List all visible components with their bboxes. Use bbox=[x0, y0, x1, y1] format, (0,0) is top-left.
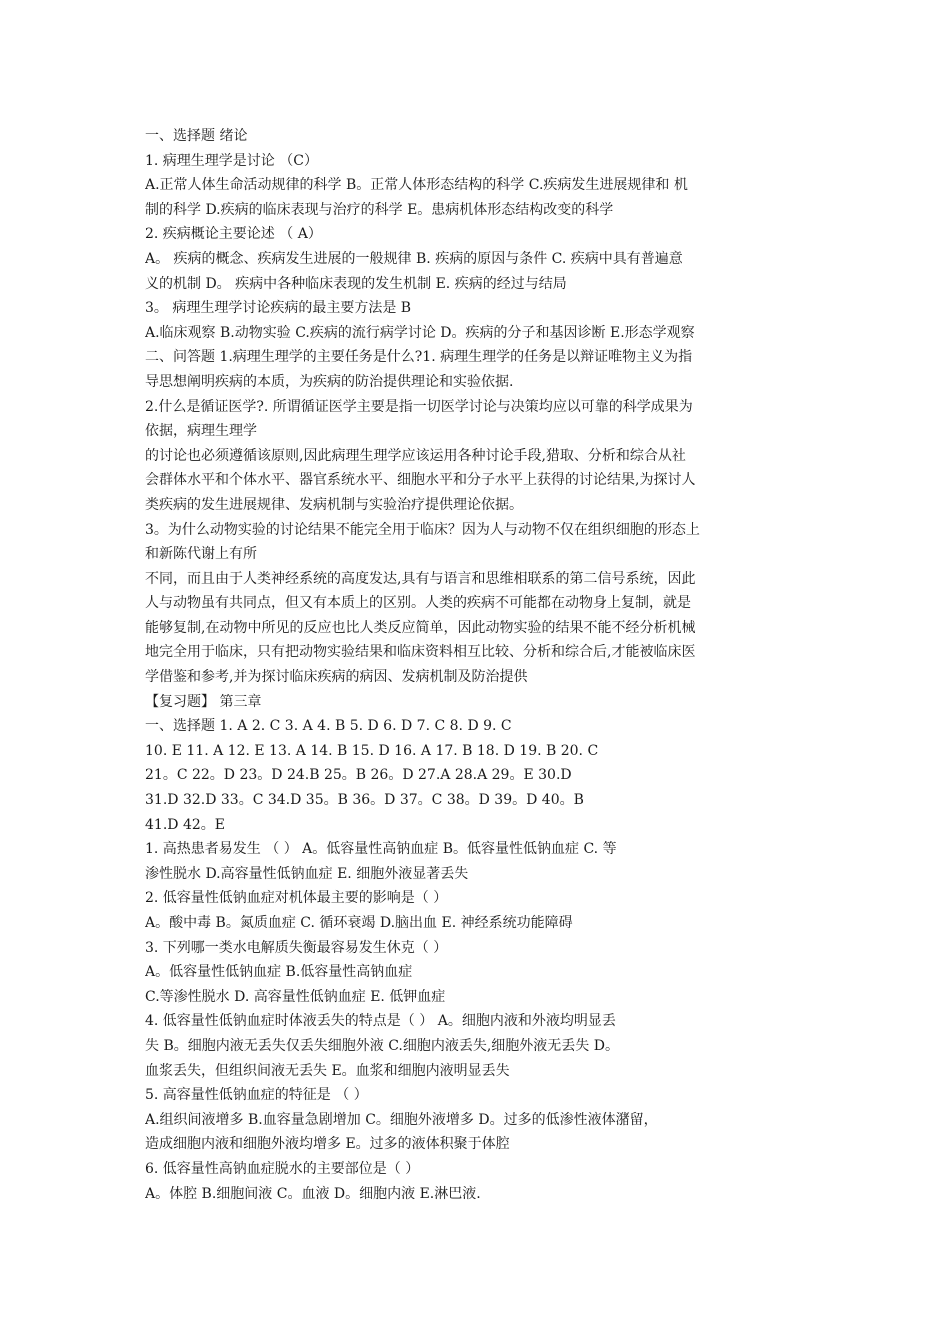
text-line: A.正常人体生命活动规律的科学 B。正常人体形态结构的科学 C.疾病发生进展规律和 机 bbox=[145, 177, 688, 194]
text-line: 不同，而且由于人类神经系统的高度发达,具有与语言和思维相联系的第二信号系统，因此 bbox=[145, 570, 696, 587]
text-line: 【复习题】 第三章 bbox=[145, 693, 262, 710]
text-line: 血浆丢失，但组织间液无丢失 E。血浆和细胞内液明显丢失 bbox=[145, 1062, 510, 1079]
text-line: 会群体水平和个体水平、器官系统水平、细胞水平和分子水平上获得的讨论结果,为探讨人 bbox=[145, 472, 696, 489]
text-line: 5. 高容量性低钠血症的特征是 （ ） bbox=[145, 1087, 368, 1104]
text-line: A。酸中毒 B。氮质血症 C. 循环衰竭 D.脑出血 E. 神经系统功能障碍 bbox=[145, 915, 573, 931]
text-line: A。低容量性低钠血症 B.低容量性高钠血症 bbox=[145, 964, 413, 981]
text-line: A.临床观察 B.动物实验 C.疾病的流行病学讨论 D。疾病的分子和基因诊断 E.形态学观察 bbox=[145, 324, 695, 341]
text-line: 3。 病理生理学讨论疾病的最主要方法是 B bbox=[145, 300, 412, 317]
text-line: 一、选择题 绪论 bbox=[145, 128, 248, 144]
text-line: 类疾病的发生进展规律、发病机制与实验治疗提供理论依据。 bbox=[145, 496, 523, 513]
text-line: 义的机制 D。 疾病中各种临床表现的发生机制 E. 疾病的经过与结局 bbox=[145, 275, 567, 292]
text-line: 4. 低容量性低钠血症时体液丢失的特点是（ ） A。细胞内液和外液均明显丢 bbox=[145, 1013, 616, 1030]
text-line: 造成细胞内液和细胞外液均增多 E。过多的液体积聚于体腔 bbox=[145, 1136, 510, 1153]
text-line: 1. 病理生理学是讨论 （C） bbox=[145, 152, 318, 169]
text-line: 3. 下列哪一类水电解质失衡最容易发生休克（ ） bbox=[145, 939, 448, 956]
text-line: 地完全用于临床，只有把动物实验结果和临床资料相互比较、分析和综合后,才能被临床医 bbox=[145, 644, 696, 661]
text-line: 31.D 32.D 33。C 34.D 35。B 36。D 37。C 38。D 39。D 40。B bbox=[145, 792, 584, 809]
text-line: A。体腔 B.细胞间液 C。血液 D。细胞内液 E.淋巴液. bbox=[145, 1185, 481, 1202]
text-line: 2.什么是循证医学?. 所谓循证医学主要是指一切医学讨论与决策均应以可靠的科学成果为 bbox=[145, 398, 693, 415]
text-line: 21。C 22。D 23。D 24.B 25。B 26。D 27.A 28.A 29。E 30.D bbox=[145, 767, 572, 784]
text-line: 10. E 11. A 12. E 13. A 14. B 15. D 16. A 17. B 18. D 19. B 20. C bbox=[145, 742, 599, 759]
text-line: 2. 疾病概论主要论述 （ A） bbox=[145, 226, 322, 243]
text-line: 2. 低容量性低钠血症对机体最主要的影响是（ ） bbox=[145, 890, 448, 907]
text-line: 制的科学 D.疾病的临床表现与治疗的科学 E。患病机体形态结构改变的科学 bbox=[145, 201, 614, 218]
text-line: 6. 低容量性高钠血症脱水的主要部位是（ ） bbox=[145, 1160, 420, 1177]
text-line: 人与动物虽有共同点，但又有本质上的区别。人类的疾病不可能都在动物身上复制，就是 bbox=[145, 595, 691, 612]
text-line: 一、选择题 1. A 2. C 3. A 4. B 5. D 6. D 7. C 8. D 9. C bbox=[145, 718, 512, 735]
text-line: A.组织间液增多 B.血容量急剧增加 C。细胞外液增多 D。过多的低渗性液体潴留， bbox=[145, 1111, 658, 1128]
text-line: 渗性脱水 D.高容量性低钠血症 E. 细胞外液显著丢失 bbox=[145, 865, 469, 882]
text-line: 失 B。细胞内液无丢失仅丢失细胞外液 C.细胞内液丢失,细胞外液无丢失 D。 bbox=[145, 1037, 619, 1054]
text-line: 二、问答题 1.病理生理学的主要任务是什么?1. 病理生理学的任务是以辩证唯物主义为指 bbox=[145, 349, 693, 366]
text-line: 依据，病理生理学 bbox=[145, 423, 257, 440]
text-line: 1. 高热患者易发生 （ ） A。低容量性高钠血症 B。低容量性低钠血症 C. 等 bbox=[145, 841, 617, 858]
text-line: A。 疾病的概念、疾病发生进展的一般规律 B. 疾病的原因与条件 C. 疾病中具有普遍意 bbox=[145, 250, 683, 267]
text-line: 能够复制,在动物中所见的反应也比人类反应简单，因此动物实验的结果不能不经分析机械 bbox=[145, 619, 696, 636]
text-line: 学借鉴和参考,并为探讨临床疾病的病因、发病机制及防治提供 bbox=[145, 669, 528, 686]
text-line: 41.D 42。E bbox=[145, 816, 225, 833]
text-line: 3。为什么动物实验的讨论结果不能完全用于临床？因为人与动物不仅在组织细胞的形态上 bbox=[145, 521, 700, 538]
text-line: 的讨论也必须遵循该原则,因此病理生理学应该运用各种讨论手段,猎取、分析和综合从社 bbox=[145, 447, 686, 464]
document-page bbox=[145, 124, 815, 1206]
text-line: 和新陈代谢上有所 bbox=[145, 546, 257, 563]
text-line: 导思想阐明疾病的本质，为疾病的防治提供理论和实验依据. bbox=[145, 373, 514, 390]
text-line: C.等渗性脱水 D. 高容量性低钠血症 E. 低钾血症 bbox=[145, 988, 446, 1005]
